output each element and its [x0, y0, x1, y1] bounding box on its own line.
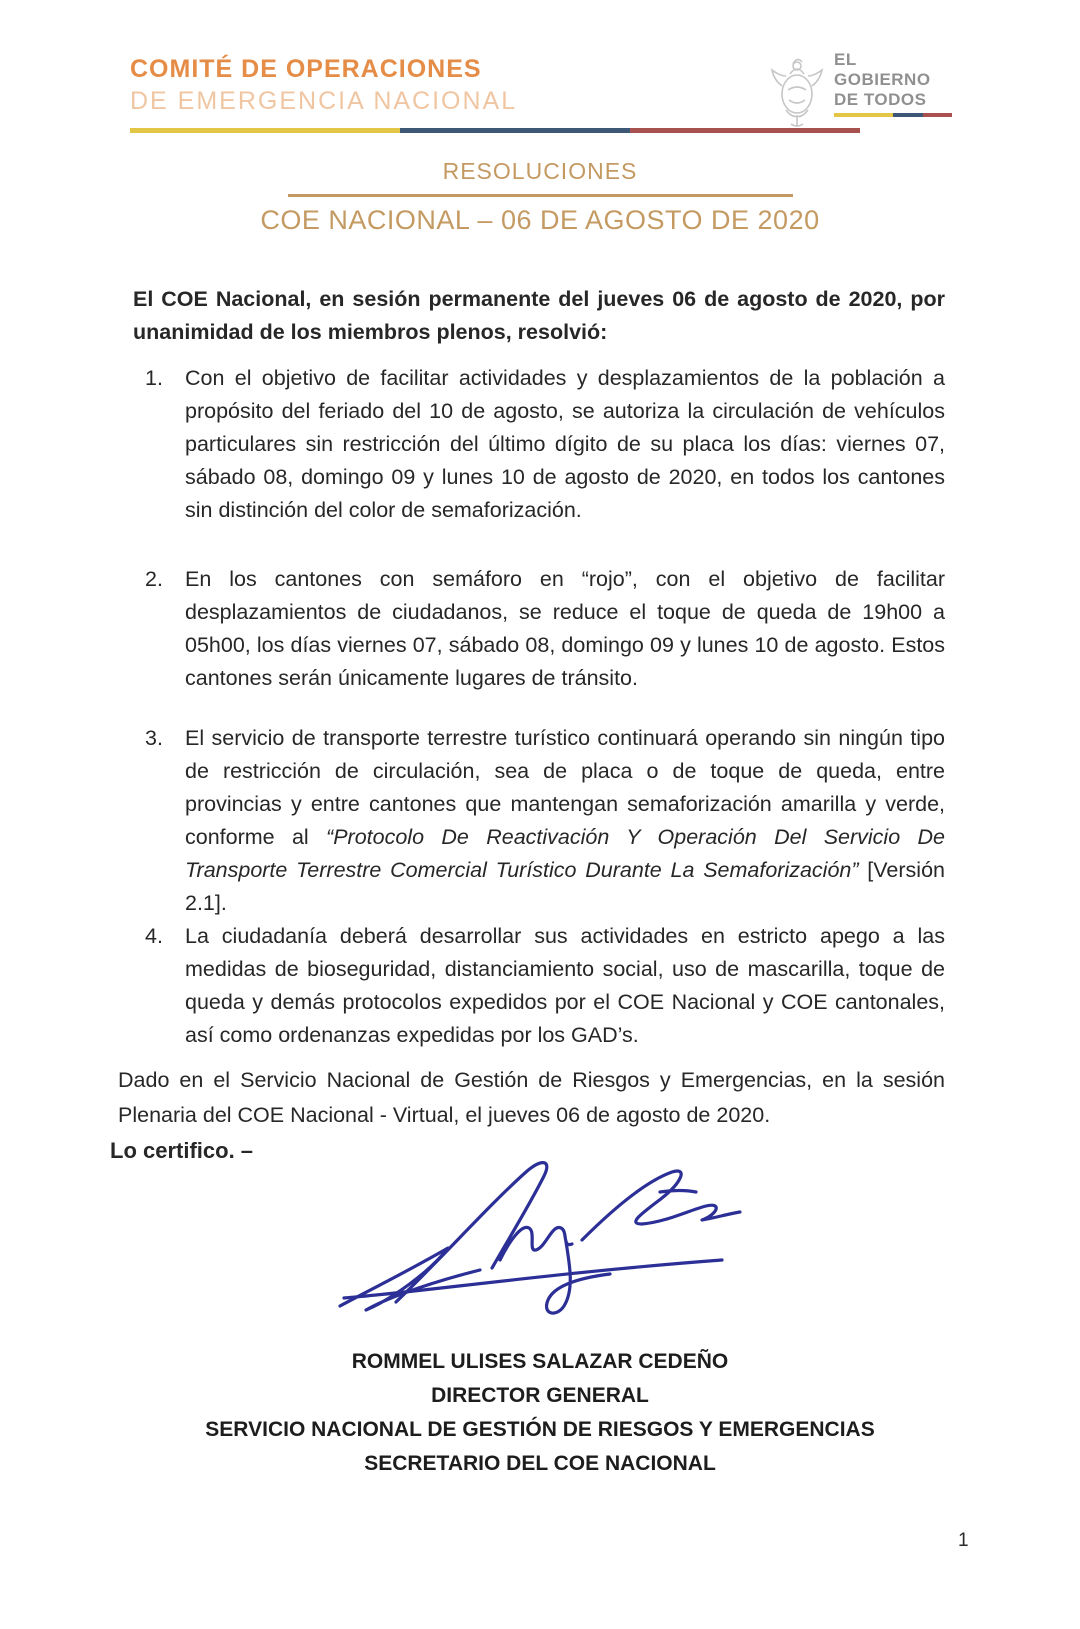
flag-stripe-blue	[400, 128, 630, 133]
signature-block	[0, 1345, 1080, 1481]
item-text	[185, 920, 945, 1052]
item-italic: “Protocolo De Reactivación Y Operación Del Servicio De Transporte Terrestre Comercial Turístico Durante La Semaforización”	[185, 825, 945, 882]
title-divider	[288, 194, 793, 197]
handwritten-signature	[330, 1120, 750, 1320]
gov-flag-red	[923, 113, 953, 117]
item-suffix: [Versión 2.1].	[185, 858, 945, 915]
closing-paragraph: Dado en el Servicio Nacional de Gestión de Riesgos y Emergencias, en la sesión Plenaria del COE Nacional - Virtual, el jueves 06 de agosto de 2020.	[118, 1068, 945, 1127]
document-title-block	[0, 158, 1080, 236]
gov-flag-stripe	[834, 113, 952, 117]
item-number: 3.	[145, 726, 163, 750]
item-text	[185, 362, 945, 527]
signer-role: SECRETARIO DEL COE NACIONAL	[364, 1452, 716, 1475]
item-text	[185, 722, 945, 920]
certify-line: Lo certifico. –	[110, 1138, 254, 1163]
item-number: 2.	[145, 567, 163, 591]
item-body: El servicio de transporte terrestre turístico continuará operando sin ningún tipo de restricción de circulación, sea de placa o de toque de queda, entre provincias y entre cantones que mantengan semaforización amarilla y verde, conforme al	[185, 726, 945, 849]
gov-flag-blue	[893, 113, 923, 117]
intro-paragraph: El COE Nacional, en sesión permanente del jueves 06 de agosto de 2020, por unanimidad de los miembros plenos, resolvió:	[133, 287, 945, 344]
item-body: La ciudadanía deberá desarrollar sus actividades en estricto apego a las medidas de bioseguridad, distanciamiento social, uso de mascarilla, toque de queda y demás protocolos expedidos por el COE Nacional y COE cantonales, así como ordenanzas expedidas por los GAD’s.	[185, 924, 945, 1047]
resolution-item-1	[145, 362, 945, 527]
government-logo	[766, 50, 952, 130]
government-logo-text	[834, 50, 952, 117]
brand-subtitle: DE EMERGENCIA NACIONAL	[130, 87, 518, 115]
document-title: RESOLUCIONES	[442, 158, 638, 184]
item-number: 1.	[145, 366, 163, 390]
gov-logo-line2: GOBIERNO	[834, 70, 931, 89]
brand-title: COMITÉ DE OPERACIONES	[130, 55, 482, 83]
signer-name: ROMMEL ULISES SALAZAR CEDEÑO	[351, 1350, 729, 1373]
flag-stripe	[130, 128, 860, 133]
signer-title: DIRECTOR GENERAL	[431, 1384, 649, 1407]
document-subtitle: COE NACIONAL – 06 DE AGOSTO DE 2020	[260, 205, 820, 235]
flag-stripe-yellow	[130, 128, 400, 133]
item-body: Con el objetivo de facilitar actividades y desplazamientos de la población a propósito del feriado del 10 de agosto, se autoriza la circulación de vehículos particulares sin restricción del último dígito de su placa los días: viernes 07, sábado 08, domingo 09 y lunes 10 de agosto de 2020, en todos los cantones sin distinción del color de semaforización.	[185, 366, 945, 522]
item-number: 4.	[145, 924, 163, 948]
coe-brand	[130, 55, 860, 133]
gov-logo-line3: DE TODOS	[834, 90, 927, 109]
resolution-item-3	[145, 722, 945, 920]
gov-logo-line1: EL	[834, 50, 857, 69]
item-body: En los cantones con semáforo en “rojo”, con el objetivo de facilitar desplazamientos de ciudadanos, se reduce el toque de queda de 19h00 a 05h00, los días viernes 07, sábado 08, domingo 09 y lunes 10 de agosto. Estos cantones serán únicamente lugares de tránsito.	[185, 567, 945, 690]
item-text	[185, 563, 945, 695]
resolution-item-2	[145, 563, 945, 695]
gov-flag-yellow	[834, 113, 893, 117]
resolution-item-4	[145, 920, 945, 1052]
coat-of-arms-icon	[766, 52, 828, 130]
page-number: 1	[958, 1530, 969, 1551]
signer-organization: SERVICIO NACIONAL DE GESTIÓN DE RIESGOS Y EMERGENCIAS	[205, 1418, 875, 1441]
